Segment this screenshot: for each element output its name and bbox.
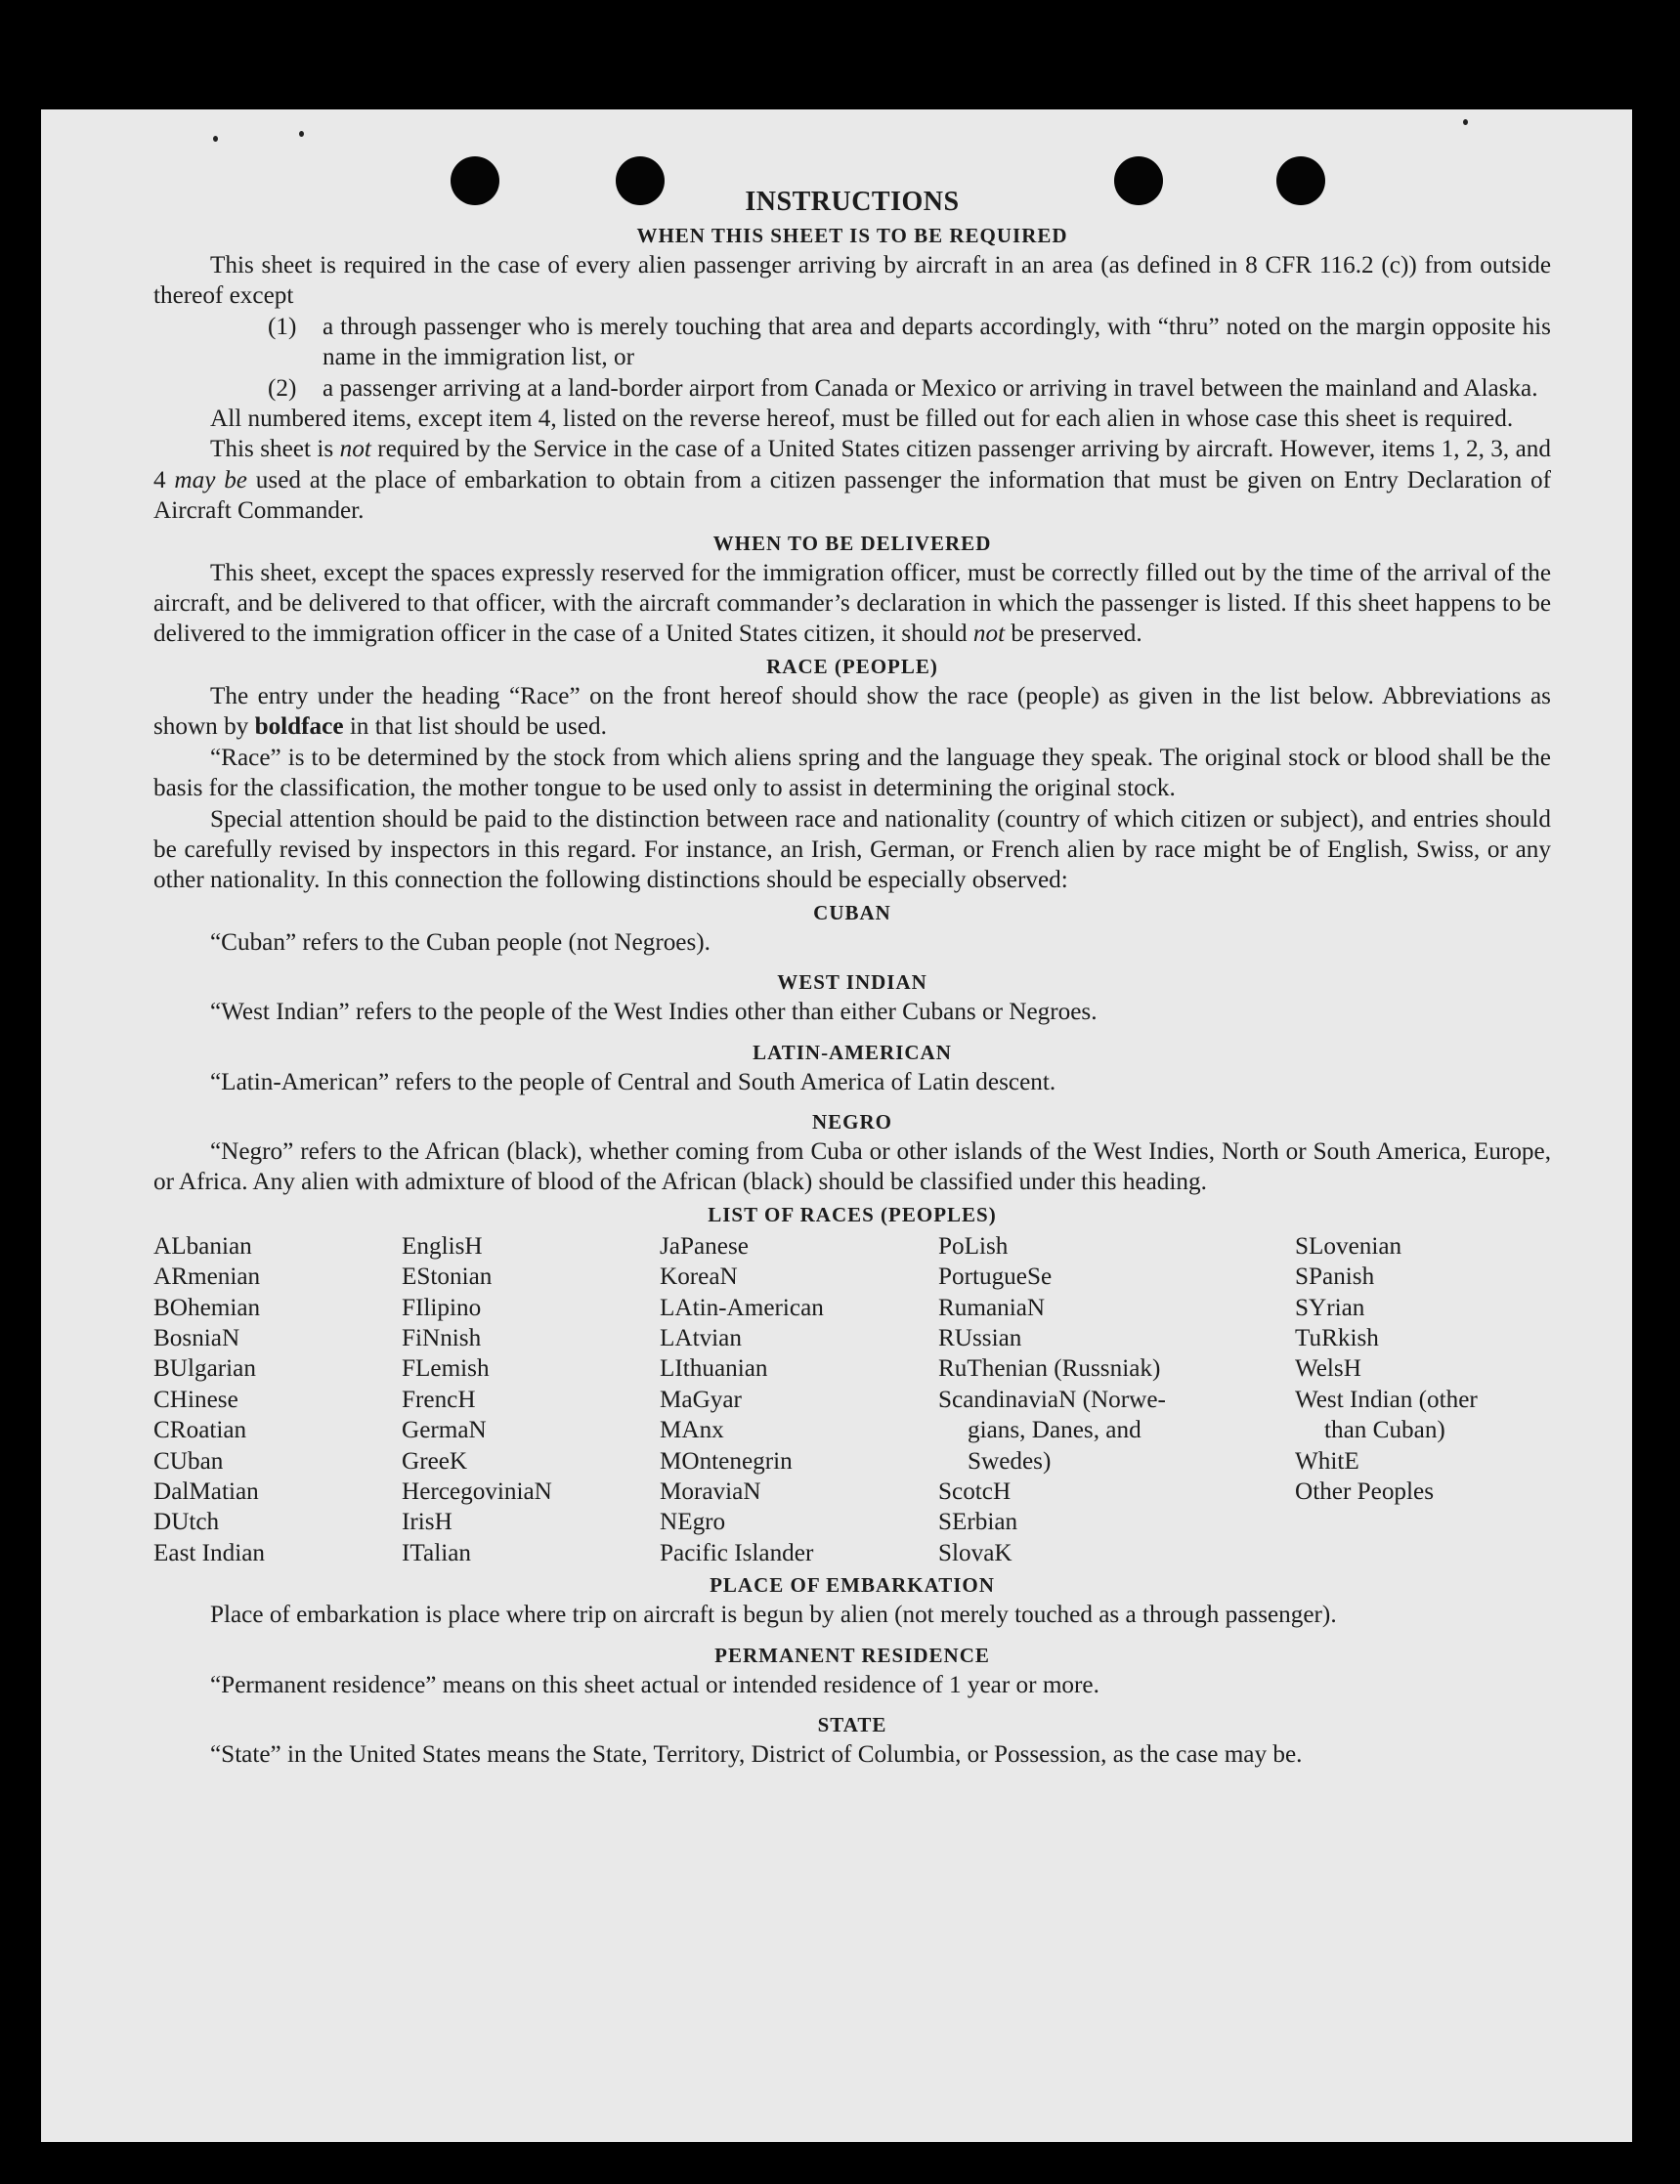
race-entry: WelsH xyxy=(1295,1355,1361,1383)
race-entry: BOhemian xyxy=(153,1294,261,1321)
section-heading-races: LIST OF RACES (PEOPLES) xyxy=(708,1202,997,1226)
race-entry: MaGyar xyxy=(660,1386,742,1413)
race-entry: LAtvian xyxy=(660,1324,742,1351)
race-entry-continuation: gians, Danes, and xyxy=(968,1417,1142,1444)
cuban-definition: “Cuban” refers to the Cuban people (not Negroes). xyxy=(210,928,711,956)
when-required-intro: This sheet is required in the case of every alien passenger arriving by aircraft in an area (as defined in 8 CFR 116.2 (c)) from outside thereof except xyxy=(153,252,1551,310)
race-entry: MoraviaN xyxy=(660,1478,761,1505)
race-entry: SLovenian xyxy=(1295,1232,1402,1260)
numbered-items-paragraph: All numbered items, except item 4, listed on the reverse hereof, must be filled out for each alien in whose case this sheet is required. xyxy=(210,406,1514,433)
section-heading-race: RACE (PEOPLE) xyxy=(766,654,938,678)
race-entry: RumaniaN xyxy=(938,1294,1046,1321)
item-text: a through passenger who is merely touching that area and departs accordingly, with “thru” noted on the margin opposite his name in the immigration list, or xyxy=(323,313,1551,371)
race-entry: GermaN xyxy=(402,1417,487,1444)
ink-speck xyxy=(213,136,218,142)
races-column-2 xyxy=(402,1231,660,1568)
race-entry: WhitE xyxy=(1295,1447,1359,1475)
section-heading-west-indian: WEST INDIAN xyxy=(777,970,927,995)
section-heading-embarkation: PLACE OF EMBARKATION xyxy=(710,1573,995,1598)
race-entry: LAtin-American xyxy=(660,1294,824,1321)
race-entry: ScotcH xyxy=(938,1478,1012,1505)
race-entry: TuRkish xyxy=(1295,1324,1379,1351)
race-entry: RuThenian (Russniak) xyxy=(938,1355,1161,1383)
section-heading-negro: NEGRO xyxy=(811,1109,892,1134)
race-entry-continuation: than Cuban) xyxy=(1324,1417,1445,1444)
race-paragraph-1: The entry under the heading “Race” on the front hereof should show the race (people) as given in the list below. Abbreviations as shown by boldface in that list should be used. xyxy=(153,682,1551,741)
when-delivered-paragraph: This sheet, except the spaces expressly reserved for the immigration officer, must be correctly filled out by the time of the arrival of the aircraft, and be delivered to that officer, with the aircraft commander’s declaration in which the passenger is listed. If this sheet happens to be delivered to the immigration officer in the case of a United States citizen, it should not be preserved. xyxy=(153,559,1551,648)
ink-speck xyxy=(1463,119,1468,125)
page-title: INSTRUCTIONS xyxy=(745,187,960,217)
race-entry: LIthuanian xyxy=(660,1355,768,1383)
embarkation-definition: Place of embarkation is place where trip on aircraft is begun by alien (not merely touched as a through passenger). xyxy=(210,1602,1337,1629)
item-text: a passenger arriving at a land-border airport from Canada or Mexico or arriving in travel between the mainland and Alaska. xyxy=(323,374,1538,402)
section-heading-state: STATE xyxy=(817,1713,887,1737)
race-entry: SPanish xyxy=(1295,1263,1375,1291)
races-list xyxy=(153,1231,1551,1568)
race-entry: KoreaN xyxy=(660,1263,738,1291)
race-entry: MAnx xyxy=(660,1417,724,1444)
race-entry: PortugueSe xyxy=(938,1263,1053,1291)
race-entry: NEgro xyxy=(660,1509,726,1536)
ink-speck xyxy=(299,131,304,137)
race-entry: SlovaK xyxy=(938,1539,1012,1566)
state-definition: “State” in the United States means the State, Territory, District of Columbia, or Possession, as the case may be. xyxy=(210,1741,1303,1769)
citizen-paragraph: This sheet is not required by the Service in the case of a United States citizen passenger arriving by aircraft. However, items 1, 2, 3, and 4 may be used at the place of embarkation to obtain from a citizen passenger the information that must be given on Entry Declaration of Aircraft Commander. xyxy=(153,436,1551,525)
race-entry: ScandinaviaN (Norwe- xyxy=(938,1386,1166,1413)
race-entry: PoLish xyxy=(938,1232,1009,1260)
race-entry: SErbian xyxy=(938,1509,1018,1536)
race-entry: EnglisH xyxy=(402,1232,483,1260)
section-heading-latin-american: LATIN-AMERICAN xyxy=(753,1040,952,1064)
race-entry: ARmenian xyxy=(153,1263,261,1291)
residence-definition: “Permanent residence” means on this sheet actual or intended residence of 1 year or more. xyxy=(210,1671,1099,1698)
race-entry: JaPanese xyxy=(660,1232,749,1260)
race-paragraph-2: “Race” is to be determined by the stock from which aliens spring and the language they speak. The original stock or blood shall be the basis for the classification, the mother tongue to be used only to assist in determining the original stock. xyxy=(153,744,1551,802)
race-entry: FIlipino xyxy=(402,1294,482,1321)
races-column-3 xyxy=(660,1231,938,1568)
item-number: (2) xyxy=(268,374,297,402)
race-entry: FLemish xyxy=(402,1355,490,1383)
race-entry: DUtch xyxy=(153,1509,220,1536)
races-column-4 xyxy=(938,1231,1295,1568)
race-entry: GreeK xyxy=(402,1447,468,1475)
document-sheet xyxy=(41,109,1632,2142)
section-heading-when-required: WHEN THIS SHEET IS TO BE REQUIRED xyxy=(636,224,1068,247)
section-heading-when-delivered: WHEN TO BE DELIVERED xyxy=(712,531,992,555)
race-entry: IrisH xyxy=(402,1509,452,1536)
race-entry: EStonian xyxy=(402,1263,493,1291)
race-entry: FrencH xyxy=(402,1386,476,1413)
section-heading-cuban: CUBAN xyxy=(813,900,891,924)
race-entry: East Indian xyxy=(153,1539,266,1566)
instructions-content xyxy=(153,186,1551,1770)
item-number: (1) xyxy=(268,313,297,340)
race-entry: HercegoviniaN xyxy=(402,1478,552,1505)
negro-definition: “Negro” refers to the African (black), whether coming from Cuba or other islands of the West Indies, North or South America, Europe, or Africa. Any alien with admixture of blood of the African (black) should be classified under this heading. xyxy=(153,1137,1551,1196)
race-entry: RUssian xyxy=(938,1324,1022,1351)
race-entry: ALbanian xyxy=(153,1232,252,1260)
section-heading-residence: PERMANENT RESIDENCE xyxy=(714,1643,990,1667)
race-entry: CRoatian xyxy=(153,1417,247,1444)
race-entry: BosniaN xyxy=(153,1324,240,1351)
race-entry: Pacific Islander xyxy=(660,1539,814,1566)
race-entry: DalMatian xyxy=(153,1478,259,1505)
exception-item-1 xyxy=(268,312,1551,373)
race-entry: CHinese xyxy=(153,1386,238,1413)
race-entry: BUlgarian xyxy=(153,1355,256,1383)
race-entry: West Indian (other xyxy=(1295,1386,1478,1413)
race-entry: Other Peoples xyxy=(1295,1478,1434,1505)
race-entry: SYrian xyxy=(1295,1294,1365,1321)
race-entry: MOntenegrin xyxy=(660,1447,793,1475)
west-indian-definition: “West Indian” refers to the people of the West Indies other than either Cubans or Negroes. xyxy=(210,999,1098,1026)
race-entry: ITalian xyxy=(402,1539,471,1566)
exception-item-2 xyxy=(268,373,1551,404)
latin-american-definition: “Latin-American” refers to the people of Central and South America of Latin descent. xyxy=(210,1068,1056,1095)
race-entry: FiNnish xyxy=(402,1324,482,1351)
races-column-1 xyxy=(153,1231,402,1568)
races-column-5 xyxy=(1295,1231,1551,1568)
race-entry: CUban xyxy=(153,1447,224,1475)
race-paragraph-3: Special attention should be paid to the distinction between race and nationality (country of which citizen or subject), and entries should be carefully revised by inspectors in this regard. For instance, an Irish, German, or French alien by race might be of English, Swiss, or any other nationality. In this connection the following distinctions should be especially observed: xyxy=(153,805,1551,894)
race-entry-continuation: Swedes) xyxy=(968,1447,1052,1475)
